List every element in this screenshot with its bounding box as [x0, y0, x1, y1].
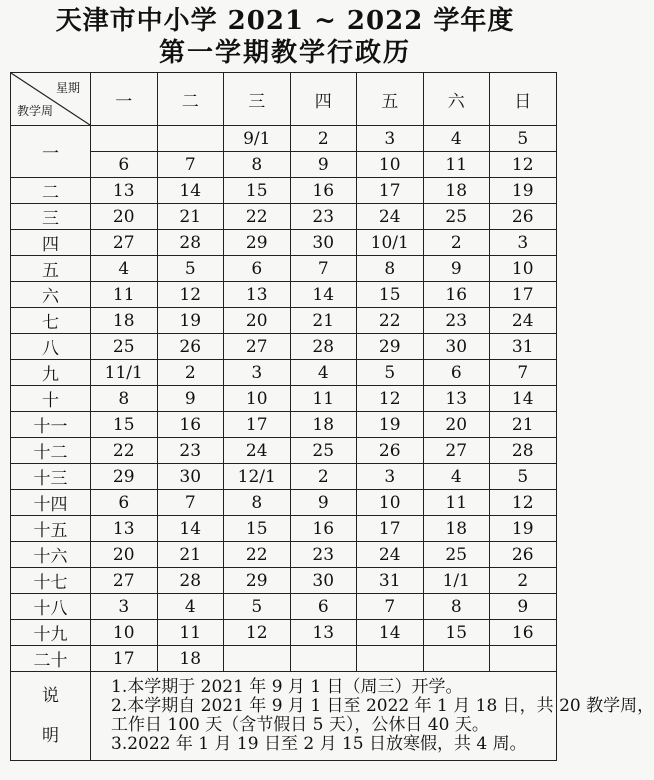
date-cell: 19: [490, 516, 557, 542]
week-row: [11, 386, 557, 412]
date-cell: 11: [290, 386, 357, 412]
date-cell: 15: [224, 178, 291, 204]
day-header: 六: [423, 73, 490, 126]
date-cell: 28: [290, 334, 357, 360]
week-row: [11, 126, 557, 152]
date-cell: 11/1: [91, 360, 158, 386]
date-cell: [423, 646, 490, 672]
date-cell: 13: [224, 282, 291, 308]
week-row: [11, 412, 557, 438]
week-label: 二: [11, 178, 91, 204]
week-row: [11, 360, 557, 386]
week-row: [11, 646, 557, 672]
date-cell: 29: [357, 334, 424, 360]
week-label: 十九: [11, 620, 91, 646]
date-cell: 22: [224, 204, 291, 230]
date-cell: 7: [290, 256, 357, 282]
date-cell: 5: [157, 256, 224, 282]
week-row: [11, 178, 557, 204]
date-cell: 7: [157, 152, 224, 178]
week-label: 十五: [11, 516, 91, 542]
date-cell: 16: [290, 516, 357, 542]
date-cell: 18: [423, 516, 490, 542]
week-row: [11, 152, 557, 178]
date-cell: 1/1: [423, 568, 490, 594]
date-cell: 20: [91, 542, 158, 568]
day-header: 五: [357, 73, 424, 126]
notes-content: [91, 672, 654, 761]
date-cell: 21: [157, 542, 224, 568]
date-cell: 2: [290, 464, 357, 490]
date-cell: 27: [91, 230, 158, 256]
date-cell: 14: [157, 178, 224, 204]
date-cell: 10: [357, 152, 424, 178]
date-cell: 19: [357, 412, 424, 438]
week-row: [11, 542, 557, 568]
date-cell: [91, 126, 158, 152]
date-cell: 16: [157, 412, 224, 438]
date-cell: 2: [290, 126, 357, 152]
week-row: [11, 620, 557, 646]
week-label: 十四: [11, 490, 91, 516]
date-cell: 2: [157, 360, 224, 386]
date-cell: 6: [91, 490, 158, 516]
date-cell: 3: [357, 126, 424, 152]
note-line: 3.2022 年 1 月 19 日至 2 月 15 日放寒假，共 4 周。: [111, 734, 527, 754]
date-cell: 4: [290, 360, 357, 386]
date-cell: 25: [423, 542, 490, 568]
week-row: [11, 594, 557, 620]
date-cell: [490, 646, 557, 672]
week-row: [11, 464, 557, 490]
date-cell: 10: [91, 620, 158, 646]
date-cell: 29: [224, 568, 291, 594]
week-row: [11, 568, 557, 594]
date-cell: [157, 126, 224, 152]
day-header: 四: [290, 73, 357, 126]
week-row: [11, 334, 557, 360]
date-cell: 14: [290, 282, 357, 308]
date-cell: 12: [490, 152, 557, 178]
title-line-2: 第一学期教学行政历: [158, 38, 411, 68]
date-cell: 29: [91, 464, 158, 490]
date-cell: 27: [423, 438, 490, 464]
date-cell: 7: [490, 360, 557, 386]
date-cell: 3: [224, 360, 291, 386]
title-line-1: 天津市中小学 2021 ~ 2022 学年度: [55, 6, 515, 36]
date-cell: 22: [91, 438, 158, 464]
week-label: 四: [11, 230, 91, 256]
date-cell: 9: [423, 256, 490, 282]
date-cell: 11: [423, 152, 490, 178]
date-cell: 13: [290, 620, 357, 646]
date-cell: 24: [357, 204, 424, 230]
date-cell: 9: [290, 490, 357, 516]
date-cell: 13: [91, 178, 158, 204]
note-line: 1.本学期于 2021 年 9 月 1 日（周三）开学。: [111, 677, 463, 697]
week-row: [11, 282, 557, 308]
date-cell: 8: [357, 256, 424, 282]
date-cell: 23: [423, 308, 490, 334]
date-cell: 19: [157, 308, 224, 334]
corner-label-week: 教学周: [17, 104, 54, 118]
date-cell: [290, 646, 357, 672]
date-cell: 13: [91, 516, 158, 542]
date-cell: 2: [423, 230, 490, 256]
date-cell: 2: [490, 568, 557, 594]
date-cell: 18: [91, 308, 158, 334]
date-cell: 13: [423, 386, 490, 412]
date-cell: 25: [91, 334, 158, 360]
date-cell: 8: [91, 386, 158, 412]
date-cell: 11: [423, 490, 490, 516]
date-cell: 9: [490, 594, 557, 620]
header-row: [11, 73, 557, 126]
date-cell: 16: [490, 620, 557, 646]
date-cell: 5: [490, 126, 557, 152]
date-cell: 10: [490, 256, 557, 282]
date-cell: 30: [423, 334, 490, 360]
date-cell: 21: [490, 412, 557, 438]
date-cell: 26: [490, 542, 557, 568]
date-cell: 30: [157, 464, 224, 490]
date-cell: 6: [91, 152, 158, 178]
date-cell: 17: [490, 282, 557, 308]
date-cell: 15: [91, 412, 158, 438]
date-cell: 3: [490, 230, 557, 256]
week-row: [11, 516, 557, 542]
date-cell: 15: [224, 516, 291, 542]
date-cell: 12: [490, 490, 557, 516]
date-cell: 29: [224, 230, 291, 256]
date-cell: 30: [290, 230, 357, 256]
date-cell: 6: [224, 256, 291, 282]
date-cell: 23: [290, 542, 357, 568]
date-cell: 24: [357, 542, 424, 568]
date-cell: 3: [91, 594, 158, 620]
date-cell: 8: [224, 152, 291, 178]
date-cell: 15: [357, 282, 424, 308]
date-cell: 15: [423, 620, 490, 646]
date-cell: 21: [290, 308, 357, 334]
date-cell: 20: [91, 204, 158, 230]
date-cell: 16: [423, 282, 490, 308]
date-cell: 22: [224, 542, 291, 568]
date-cell: 31: [357, 568, 424, 594]
date-cell: 27: [91, 568, 158, 594]
week-row: [11, 308, 557, 334]
date-cell: 9: [157, 386, 224, 412]
date-cell: 22: [357, 308, 424, 334]
date-cell: 18: [290, 412, 357, 438]
date-cell: 27: [224, 334, 291, 360]
day-header: 日: [490, 73, 557, 126]
date-cell: 14: [157, 516, 224, 542]
week-label: 十七: [11, 568, 91, 594]
week-label: 三: [11, 204, 91, 230]
date-cell: 24: [224, 438, 291, 464]
date-cell: 4: [157, 594, 224, 620]
date-cell: 4: [91, 256, 158, 282]
week-label: 十八: [11, 594, 91, 620]
date-cell: 24: [490, 308, 557, 334]
week-label: 七: [11, 308, 91, 334]
week-label: 十一: [11, 412, 91, 438]
date-cell: 4: [423, 126, 490, 152]
week-label: 十二: [11, 438, 91, 464]
date-cell: 26: [490, 204, 557, 230]
date-cell: [224, 646, 291, 672]
day-header: 一: [91, 73, 158, 126]
date-cell: 10: [224, 386, 291, 412]
date-cell: 12: [224, 620, 291, 646]
week-label: 五: [11, 256, 91, 282]
date-cell: 23: [157, 438, 224, 464]
note-line: 工作日 100 天（含节假日 5 天），公休日 40 天。: [111, 715, 489, 735]
week-row: [11, 438, 557, 464]
day-header: 三: [224, 73, 291, 126]
date-cell: 12/1: [224, 464, 291, 490]
date-cell: 18: [423, 178, 490, 204]
week-label: 六: [11, 282, 91, 308]
date-cell: 5: [490, 464, 557, 490]
date-cell: 11: [91, 282, 158, 308]
notes-row: [11, 672, 557, 761]
week-row: [11, 490, 557, 516]
week-label: 二十: [11, 646, 91, 672]
date-cell: 16: [290, 178, 357, 204]
date-cell: 3: [357, 464, 424, 490]
date-cell: [357, 646, 424, 672]
date-cell: 20: [224, 308, 291, 334]
date-cell: 10/1: [357, 230, 424, 256]
calendar-table: [10, 72, 654, 761]
date-cell: 7: [357, 594, 424, 620]
day-header: 二: [157, 73, 224, 126]
date-cell: 30: [290, 568, 357, 594]
date-cell: 20: [423, 412, 490, 438]
week-label: 十六: [11, 542, 91, 568]
week-row: [11, 204, 557, 230]
date-cell: 19: [490, 178, 557, 204]
date-cell: 5: [357, 360, 424, 386]
date-cell: 31: [490, 334, 557, 360]
date-cell: 8: [224, 490, 291, 516]
date-cell: 26: [357, 438, 424, 464]
date-cell: 14: [490, 386, 557, 412]
date-cell: 10: [357, 490, 424, 516]
date-cell: 6: [290, 594, 357, 620]
week-label: 一: [11, 126, 91, 178]
corner-label-weekday: 星期: [55, 81, 80, 95]
date-cell: 25: [423, 204, 490, 230]
note-line: 2.本学期自 2021 年 9 月 1 日至 2022 年 1 月 18 日，共 20 教学周，: [111, 696, 654, 716]
date-cell: 9: [290, 152, 357, 178]
week-label: 十三: [11, 464, 91, 490]
date-cell: 28: [157, 230, 224, 256]
date-cell: 17: [224, 412, 291, 438]
date-cell: 17: [357, 516, 424, 542]
date-cell: 7: [157, 490, 224, 516]
week-row: [11, 256, 557, 282]
date-cell: 17: [357, 178, 424, 204]
date-cell: 12: [157, 282, 224, 308]
week-label: 十: [11, 386, 91, 412]
date-cell: 26: [157, 334, 224, 360]
corner-cell: [11, 73, 91, 126]
date-cell: 28: [490, 438, 557, 464]
week-label: 九: [11, 360, 91, 386]
date-cell: 8: [423, 594, 490, 620]
week-label: 八: [11, 334, 91, 360]
date-cell: 23: [290, 204, 357, 230]
week-row: [11, 230, 557, 256]
calendar-body: [11, 126, 557, 672]
date-cell: 18: [157, 646, 224, 672]
notes-label: 说 明: [11, 672, 91, 761]
date-cell: 14: [357, 620, 424, 646]
date-cell: 12: [357, 386, 424, 412]
date-cell: 5: [224, 594, 291, 620]
date-cell: 17: [91, 646, 158, 672]
date-cell: 21: [157, 204, 224, 230]
date-cell: 9/1: [224, 126, 291, 152]
date-cell: 4: [423, 464, 490, 490]
date-cell: 11: [157, 620, 224, 646]
date-cell: 28: [157, 568, 224, 594]
date-cell: 25: [290, 438, 357, 464]
date-cell: 6: [423, 360, 490, 386]
